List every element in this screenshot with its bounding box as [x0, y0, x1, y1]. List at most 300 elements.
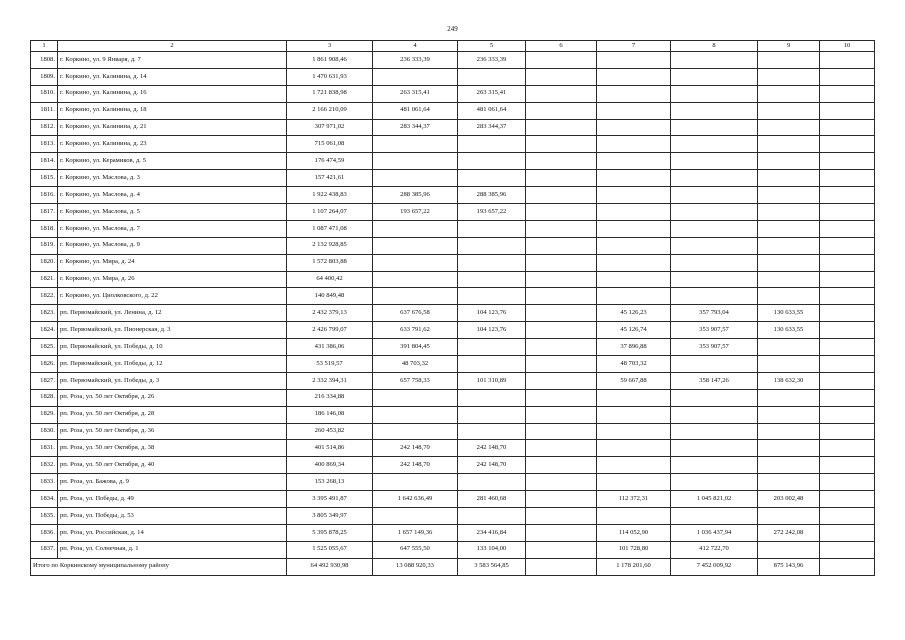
row-number: 1823.	[31, 305, 58, 322]
table-row	[31, 440, 875, 457]
column-header-8: 8	[671, 41, 758, 52]
row-number: 1825.	[31, 339, 58, 356]
col-9-value	[758, 474, 820, 491]
address: рп. Роза, ул. 50 лет Октября, д. 40	[58, 457, 287, 474]
col-3-value: 5 395 878,25	[287, 524, 373, 541]
address: рп. Роза, ул. 50 лет Октября, д. 26	[58, 389, 287, 406]
col-5-value: 193 657,22	[458, 204, 526, 221]
col-5-value: 283 344,37	[458, 119, 526, 136]
column-header-4: 4	[373, 41, 458, 52]
col-10-value	[820, 440, 875, 457]
total-label: Итого по Коркинскому муниципальному району	[31, 558, 287, 575]
address: рп. Первомайский, ул. Ленина, д. 12	[58, 305, 287, 322]
col-3-value: 401 514,86	[287, 440, 373, 457]
address: рп. Первомайский, ул. Победы, д. 3	[58, 372, 287, 389]
col-6-value	[526, 524, 597, 541]
col-5-value	[458, 508, 526, 525]
col-10-value	[820, 372, 875, 389]
col-6-value	[526, 356, 597, 373]
col-5-value: 236 333,39	[458, 52, 526, 69]
row-number: 1831.	[31, 440, 58, 457]
col-7-value: 45 126,74	[597, 322, 671, 339]
col-4-value	[373, 237, 458, 254]
column-header-row	[31, 41, 875, 52]
col-7-value	[597, 457, 671, 474]
address: рп. Роза, ул. 50 лет Октября, д. 38	[58, 440, 287, 457]
table-row	[31, 153, 875, 170]
address: г. Коркино, ул. Калинина, д. 14	[58, 68, 287, 85]
col-4-value: 263 315,41	[373, 85, 458, 102]
col-9-value	[758, 52, 820, 69]
col-5-value: 288 385,96	[458, 187, 526, 204]
col-3-value: 2 166 210,09	[287, 102, 373, 119]
col-5-value: 104 123,76	[458, 305, 526, 322]
col-4-value: 647 555,50	[373, 541, 458, 558]
col-6-value	[526, 508, 597, 525]
table-row	[31, 356, 875, 373]
col-9-value	[758, 85, 820, 102]
table-row	[31, 187, 875, 204]
col-9-value	[758, 187, 820, 204]
col-9-value	[758, 68, 820, 85]
col-7-value	[597, 440, 671, 457]
col-10-value	[820, 204, 875, 221]
col-6-value	[526, 491, 597, 508]
address: г. Коркино, ул. Керамиков, д. 5	[58, 153, 287, 170]
table-row	[31, 288, 875, 305]
table-row	[31, 305, 875, 322]
col-4-value: 236 333,39	[373, 52, 458, 69]
col-3-value: 157 421,61	[287, 170, 373, 187]
col-10-value	[820, 524, 875, 541]
col-4-value: 242 148,70	[373, 440, 458, 457]
col-3-value: 1 107 264,07	[287, 204, 373, 221]
col-6-value	[526, 271, 597, 288]
row-number: 1822.	[31, 288, 58, 305]
table-row	[31, 102, 875, 119]
col-6-value	[526, 406, 597, 423]
row-number: 1810.	[31, 85, 58, 102]
row-number: 1829.	[31, 406, 58, 423]
col-6-value	[526, 237, 597, 254]
col-8-value	[671, 68, 758, 85]
col-8-value	[671, 170, 758, 187]
row-number: 1812.	[31, 119, 58, 136]
address: рп. Роза, ул. Российская, д. 14	[58, 524, 287, 541]
col-5-value	[458, 220, 526, 237]
table-row	[31, 52, 875, 69]
col-7-value	[597, 508, 671, 525]
col-8-value	[671, 52, 758, 69]
address: г. Коркино, ул. Маслова, д. 9	[58, 237, 287, 254]
col-5-value	[458, 389, 526, 406]
row-number: 1813.	[31, 136, 58, 153]
col-8-value: 357 793,04	[671, 305, 758, 322]
column-header-5: 5	[458, 41, 526, 52]
col-7-value	[597, 85, 671, 102]
col-9-value: 138 632,30	[758, 372, 820, 389]
col-8-value	[671, 85, 758, 102]
page-number: 249	[447, 25, 458, 33]
address: г. Коркино, ул. Маслова, д. 5	[58, 204, 287, 221]
col-10-value	[820, 220, 875, 237]
col-9-value	[758, 457, 820, 474]
table-row	[31, 170, 875, 187]
col-10-value	[820, 254, 875, 271]
col-5-value: 281 460,68	[458, 491, 526, 508]
col-10-value	[820, 136, 875, 153]
address: г. Коркино, ул. Маслова, д. 3	[58, 170, 287, 187]
col-4-value	[373, 423, 458, 440]
col-7-value	[597, 254, 671, 271]
col-10-value	[820, 237, 875, 254]
column-header-3: 3	[287, 41, 373, 52]
col-4-value: 391 804,45	[373, 339, 458, 356]
col-9-value	[758, 102, 820, 119]
col-5-value	[458, 339, 526, 356]
col-7-value	[597, 119, 671, 136]
col-6-value	[526, 474, 597, 491]
col-7-value	[597, 187, 671, 204]
column-header-7: 7	[597, 41, 671, 52]
address: рп. Роза, ул. 50 лет Октября, д. 28	[58, 406, 287, 423]
col-5-value: 242 148,70	[458, 440, 526, 457]
col-8-value	[671, 288, 758, 305]
address: г. Коркино, ул. Калинина, д. 16	[58, 85, 287, 102]
table-row	[31, 85, 875, 102]
col-4-value	[373, 508, 458, 525]
row-number: 1814.	[31, 153, 58, 170]
col-9-value: 130 633,55	[758, 305, 820, 322]
col-4-value: 283 344,37	[373, 119, 458, 136]
total-row	[31, 558, 875, 575]
register-table	[30, 40, 875, 576]
col-5-value: 133 104,00	[458, 541, 526, 558]
col-6-value	[526, 457, 597, 474]
table-row	[31, 271, 875, 288]
address: г. Коркино, ул. Мира, д. 26	[58, 271, 287, 288]
col-4-value: 242 148,70	[373, 457, 458, 474]
col-4-value: 481 061,64	[373, 102, 458, 119]
table-body	[31, 41, 875, 576]
col-6-value	[526, 288, 597, 305]
col-9-value	[758, 440, 820, 457]
col-6-value	[526, 339, 597, 356]
table-row	[31, 389, 875, 406]
table-row	[31, 68, 875, 85]
col-4-value: 193 657,22	[373, 204, 458, 221]
table-row	[31, 136, 875, 153]
row-number: 1818.	[31, 220, 58, 237]
col-6-value	[526, 254, 597, 271]
address: рп. Первомайский, ул. Победы, д. 12	[58, 356, 287, 373]
col-9-value	[758, 288, 820, 305]
col-8-value	[671, 220, 758, 237]
col-4-value	[373, 153, 458, 170]
col-10-value	[820, 288, 875, 305]
col-3-value: 1 922 438,83	[287, 187, 373, 204]
table-row	[31, 372, 875, 389]
col-8-value: 1 036 437,94	[671, 524, 758, 541]
col-10-value	[820, 68, 875, 85]
col-7-value	[597, 474, 671, 491]
col-9-value	[758, 406, 820, 423]
col-4-value	[373, 389, 458, 406]
total-col-8-value: 7 452 009,92	[671, 558, 758, 575]
col-9-value	[758, 170, 820, 187]
col-8-value	[671, 254, 758, 271]
address: г. Коркино, ул. Циолковского, д. 22	[58, 288, 287, 305]
col-3-value: 176 474,59	[287, 153, 373, 170]
col-9-value: 203 002,48	[758, 491, 820, 508]
col-8-value: 353 907,57	[671, 322, 758, 339]
col-5-value	[458, 406, 526, 423]
col-7-value	[597, 136, 671, 153]
col-5-value	[458, 288, 526, 305]
col-8-value: 353 907,57	[671, 339, 758, 356]
col-10-value	[820, 305, 875, 322]
total-col-4-value: 13 088 920,33	[373, 558, 458, 575]
col-10-value	[820, 508, 875, 525]
col-6-value	[526, 220, 597, 237]
col-4-value	[373, 136, 458, 153]
total-col-10-value	[820, 558, 875, 575]
col-6-value	[526, 85, 597, 102]
row-number: 1827.	[31, 372, 58, 389]
col-6-value	[526, 119, 597, 136]
address: рп. Роза, ул. Бажова, д. 9	[58, 474, 287, 491]
col-4-value	[373, 68, 458, 85]
col-7-value	[597, 288, 671, 305]
col-5-value	[458, 423, 526, 440]
col-8-value	[671, 136, 758, 153]
col-4-value: 48 703,32	[373, 356, 458, 373]
col-7-value: 114 052,90	[597, 524, 671, 541]
row-number: 1834.	[31, 491, 58, 508]
col-6-value	[526, 389, 597, 406]
col-7-value	[597, 102, 671, 119]
col-3-value: 3 395 491,87	[287, 491, 373, 508]
col-7-value: 59 667,88	[597, 372, 671, 389]
col-4-value: 1 657 149,36	[373, 524, 458, 541]
col-10-value	[820, 322, 875, 339]
col-3-value: 216 334,88	[287, 389, 373, 406]
total-col-7-value: 1 178 201,60	[597, 558, 671, 575]
col-9-value	[758, 423, 820, 440]
address: г. Коркино, ул. 9 Января, д. 7	[58, 52, 287, 69]
col-10-value	[820, 85, 875, 102]
row-number: 1824.	[31, 322, 58, 339]
col-3-value: 400 869,34	[287, 457, 373, 474]
col-4-value	[373, 220, 458, 237]
col-10-value	[820, 170, 875, 187]
col-6-value	[526, 68, 597, 85]
row-number: 1832.	[31, 457, 58, 474]
col-9-value	[758, 271, 820, 288]
col-9-value	[758, 237, 820, 254]
row-number: 1808.	[31, 52, 58, 69]
col-3-value: 260 453,82	[287, 423, 373, 440]
col-4-value	[373, 474, 458, 491]
col-7-value	[597, 423, 671, 440]
row-number: 1830.	[31, 423, 58, 440]
col-9-value	[758, 119, 820, 136]
col-10-value	[820, 457, 875, 474]
table-row	[31, 457, 875, 474]
col-9-value: 130 633,55	[758, 322, 820, 339]
row-number: 1816.	[31, 187, 58, 204]
address: г. Коркино, ул. Калинина, д. 21	[58, 119, 287, 136]
col-8-value	[671, 356, 758, 373]
col-3-value: 2 332 394,31	[287, 372, 373, 389]
col-8-value	[671, 389, 758, 406]
col-6-value	[526, 372, 597, 389]
col-6-value	[526, 102, 597, 119]
col-10-value	[820, 491, 875, 508]
col-8-value: 1 045 821,02	[671, 491, 758, 508]
col-10-value	[820, 119, 875, 136]
address: г. Коркино, ул. Калинина, д. 23	[58, 136, 287, 153]
col-6-value	[526, 136, 597, 153]
col-7-value: 112 372,31	[597, 491, 671, 508]
col-3-value: 3 805 349,97	[287, 508, 373, 525]
col-8-value	[671, 153, 758, 170]
row-number: 1826.	[31, 356, 58, 373]
col-9-value	[758, 541, 820, 558]
col-3-value: 431 386,06	[287, 339, 373, 356]
col-9-value	[758, 136, 820, 153]
row-number: 1809.	[31, 68, 58, 85]
col-9-value	[758, 339, 820, 356]
row-number: 1828.	[31, 389, 58, 406]
table-row	[31, 541, 875, 558]
col-7-value	[597, 204, 671, 221]
col-8-value: 412 722,70	[671, 541, 758, 558]
col-5-value: 242 148,70	[458, 457, 526, 474]
col-5-value	[458, 271, 526, 288]
col-6-value	[526, 153, 597, 170]
col-7-value: 45 126,23	[597, 305, 671, 322]
col-3-value: 2 132 928,85	[287, 237, 373, 254]
col-6-value	[526, 204, 597, 221]
col-5-value: 263 315,41	[458, 85, 526, 102]
total-col-3-value: 64 492 930,98	[287, 558, 373, 575]
address: г. Коркино, ул. Калинина, д. 18	[58, 102, 287, 119]
col-4-value	[373, 406, 458, 423]
col-8-value	[671, 204, 758, 221]
row-number: 1837.	[31, 541, 58, 558]
column-header-2: 2	[58, 41, 287, 52]
col-4-value: 657 758,33	[373, 372, 458, 389]
table-row	[31, 406, 875, 423]
row-number: 1821.	[31, 271, 58, 288]
address: рп. Роза, ул. 50 лет Октября, д. 36	[58, 423, 287, 440]
col-3-value: 186 146,08	[287, 406, 373, 423]
table-row	[31, 524, 875, 541]
col-10-value	[820, 52, 875, 69]
col-5-value	[458, 254, 526, 271]
col-4-value	[373, 170, 458, 187]
row-number: 1815.	[31, 170, 58, 187]
col-8-value: 358 147,26	[671, 372, 758, 389]
col-8-value	[671, 508, 758, 525]
total-col-5-value: 3 583 564,85	[458, 558, 526, 575]
col-6-value	[526, 52, 597, 69]
column-header-1: 1	[31, 41, 58, 52]
col-3-value: 1 525 055,67	[287, 541, 373, 558]
col-8-value	[671, 187, 758, 204]
col-9-value	[758, 389, 820, 406]
col-5-value	[458, 474, 526, 491]
col-10-value	[820, 406, 875, 423]
table-row	[31, 474, 875, 491]
address: г. Коркино, ул. Маслова, д. 4	[58, 187, 287, 204]
col-6-value	[526, 170, 597, 187]
total-col-6-value	[526, 558, 597, 575]
col-7-value	[597, 170, 671, 187]
row-number: 1835.	[31, 508, 58, 525]
col-7-value	[597, 389, 671, 406]
col-10-value	[820, 271, 875, 288]
col-5-value	[458, 68, 526, 85]
col-3-value: 1 572 803,88	[287, 254, 373, 271]
address: рп. Роза, ул. Победы, д. 49	[58, 491, 287, 508]
col-9-value	[758, 220, 820, 237]
col-10-value	[820, 423, 875, 440]
col-3-value: 2 426 799,07	[287, 322, 373, 339]
col-8-value	[671, 457, 758, 474]
col-8-value	[671, 423, 758, 440]
col-6-value	[526, 423, 597, 440]
col-5-value	[458, 237, 526, 254]
col-8-value	[671, 271, 758, 288]
address: рп. Роза, ул. Победы, д. 53	[58, 508, 287, 525]
col-10-value	[820, 541, 875, 558]
col-4-value: 633 791,62	[373, 322, 458, 339]
col-7-value	[597, 220, 671, 237]
col-7-value	[597, 271, 671, 288]
col-7-value: 101 728,80	[597, 541, 671, 558]
col-9-value	[758, 254, 820, 271]
col-3-value: 307 971,02	[287, 119, 373, 136]
col-3-value: 64 400,42	[287, 271, 373, 288]
table-row	[31, 339, 875, 356]
col-8-value	[671, 474, 758, 491]
address: рп. Первомайский, ул. Победы, д. 10	[58, 339, 287, 356]
table-row	[31, 423, 875, 440]
column-header-10: 10	[820, 41, 875, 52]
col-7-value	[597, 68, 671, 85]
col-7-value	[597, 406, 671, 423]
col-3-value: 153 268,13	[287, 474, 373, 491]
row-number: 1811.	[31, 102, 58, 119]
col-5-value: 101 310,89	[458, 372, 526, 389]
col-9-value	[758, 204, 820, 221]
row-number: 1820.	[31, 254, 58, 271]
row-number: 1817.	[31, 204, 58, 221]
col-6-value	[526, 322, 597, 339]
col-6-value	[526, 440, 597, 457]
col-4-value	[373, 288, 458, 305]
table-row	[31, 204, 875, 221]
table-row	[31, 220, 875, 237]
col-6-value	[526, 541, 597, 558]
col-4-value: 288 385,96	[373, 187, 458, 204]
col-3-value: 53 519,57	[287, 356, 373, 373]
table-row	[31, 254, 875, 271]
col-5-value: 104 123,76	[458, 322, 526, 339]
col-10-value	[820, 474, 875, 491]
